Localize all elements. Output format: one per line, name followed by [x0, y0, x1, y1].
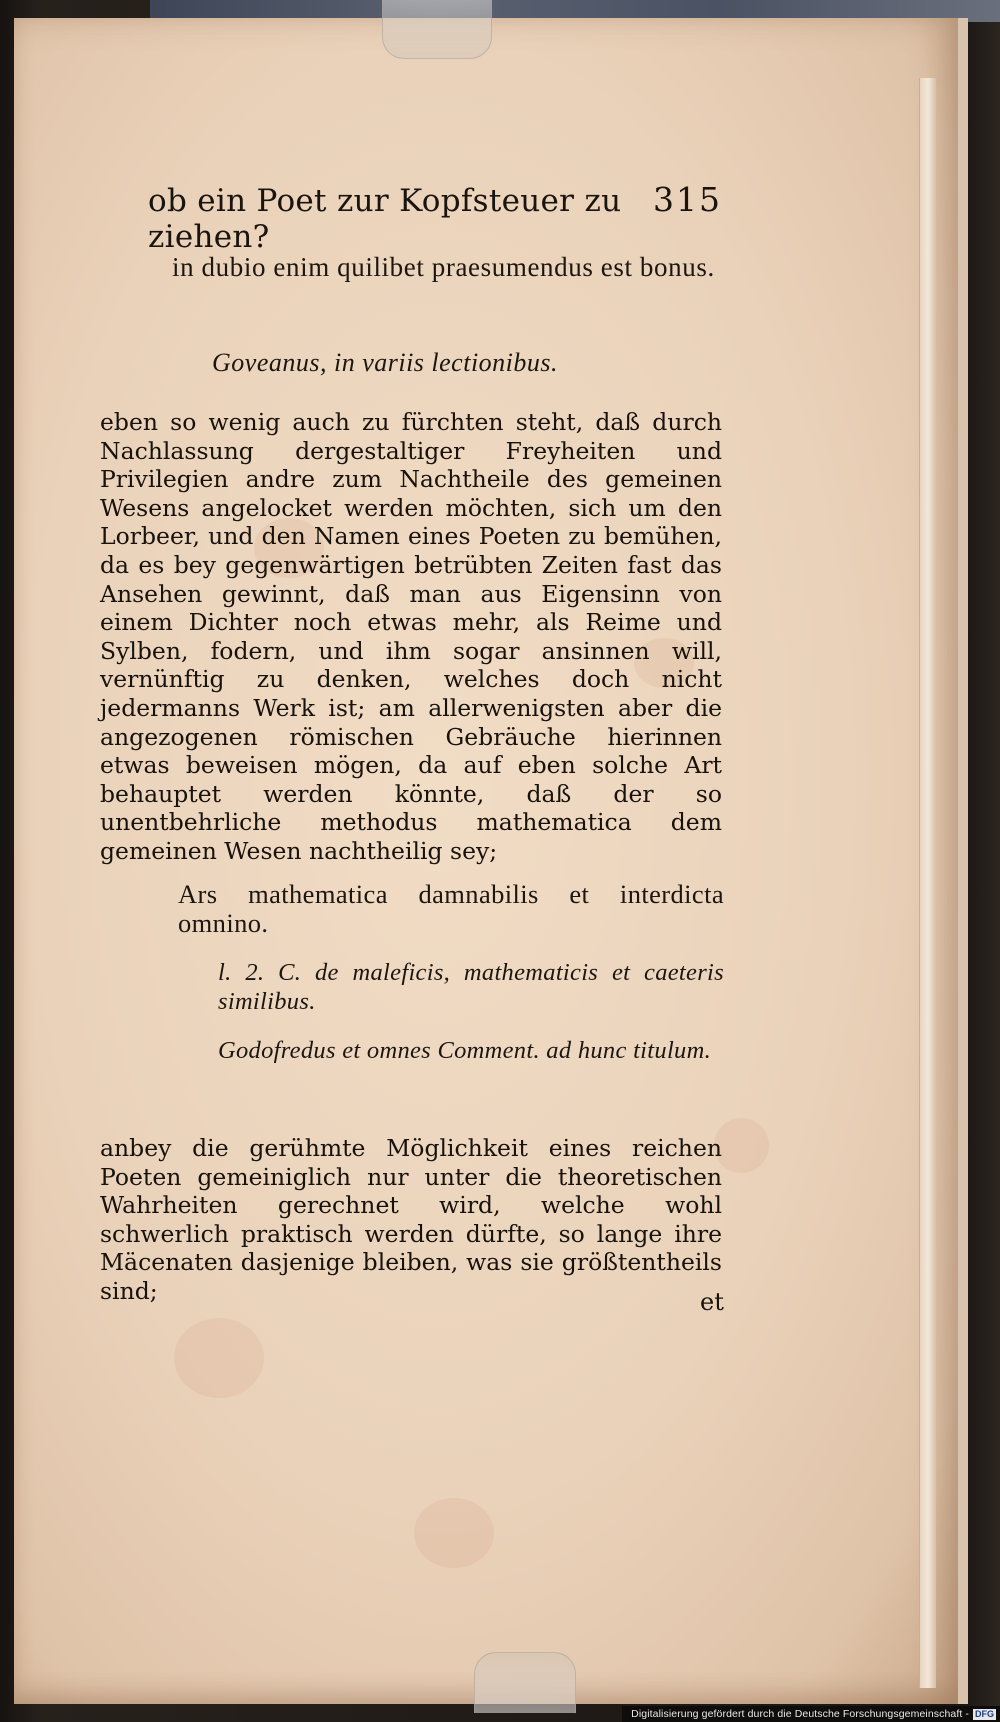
digitization-credit-banner [622, 1706, 1000, 1722]
dfg-logo: DFG [975, 1708, 994, 1719]
foxing-stain [174, 1318, 264, 1398]
page-clip-bottom [474, 1652, 576, 1713]
page-clip-top [382, 0, 492, 59]
running-title: ob ein Poet zur Kopfsteuer zu ziehen? [148, 183, 622, 255]
foxing-stain [414, 1498, 494, 1568]
quote-citation: Goveanus, in variis lectionibus. [212, 348, 559, 377]
foxing-stain [714, 1118, 769, 1173]
catchword: et [700, 1288, 724, 1316]
page-number: 315 [653, 180, 722, 219]
body-paragraph: eben so wenig auch zu fürchten steht, daß durch Nachlassung dergestaltiger Freyheiten und Privilegien andre zum Nachtheile des gemeinen Wesens angelocket werden möchten, sich um den Lorbeer, und den Namen eines Poeten zu bemühen, da es bey gegenwärtigen betrübten Zeiten fast das Ansehen gewinnt, daß man aus Eigensinn von einem Dichter noch etwas mehr, als Reime und Sylben, fodern, und ihm sogar ansinnen will, vernünftig zu denken, welches doch nicht jedermanns Werk ist; am allerwenigsten aber die angezogenen römischen Gebräuche hierinnen etwas beweisen mögen, da auf eben solche Art behauptet werden könnte, daß der so unentbehrliche methodus mathematica dem gemeinen Wesen nachtheilig sey; [100, 408, 722, 865]
quote-citation: l. 2. C. de maleficis, mathematicis et caeteris similibus. [218, 959, 724, 1015]
quote-citation: Godofredus et omnes Comment. ad hunc titulum. [218, 1037, 712, 1064]
page-fore-edge [919, 78, 936, 1688]
body-paragraph: anbey die gerühmte Möglichkeit eines reichen Poeten gemeiniglich nur unter die theoretischen Wahrheiten gerechnet wird, welche wohl schwerlich praktisch werden dürfte, so lange ihre Mäcenaten dasjenige bleiben, was sie größtentheils sind; [100, 1134, 722, 1305]
credit-text: Digitalisierung gefördert durch die Deutsche Forschungsgemeinschaft - [631, 1708, 969, 1720]
running-head [148, 180, 722, 255]
latin-quote: in dubio enim quilibet praesumendus est bonus. [172, 252, 715, 282]
latin-quote: Ars mathematica damnabilis et interdicta omnino. [178, 879, 724, 938]
